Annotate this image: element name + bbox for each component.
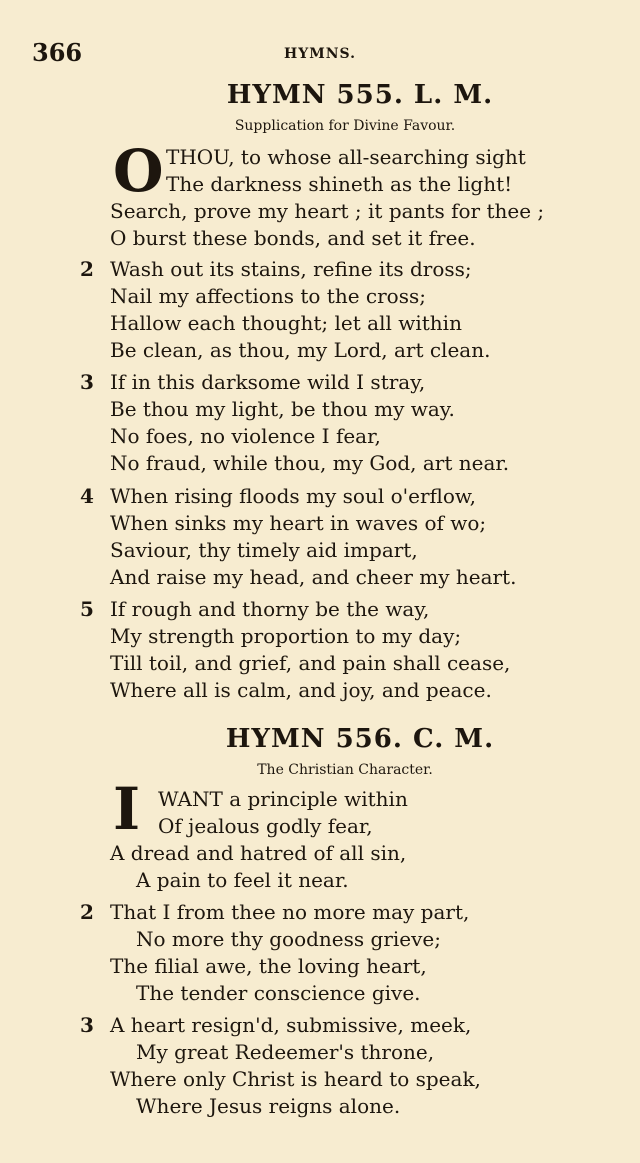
hymn-556-s1-line-2: Of jealous godly fear, <box>158 814 373 838</box>
hymn-556-s3-line-2: My great Redeemer's throne, <box>136 1040 435 1064</box>
hymn-556-s2-line-1: That I from thee no more may part, <box>110 900 470 924</box>
hymn-555-s1-line-4: O burst these bonds, and set it free. <box>110 226 476 250</box>
hymn-555-subtitle: Supplication for Divine Favour. <box>234 118 456 134</box>
hymn-555-stanza-number: 5 <box>80 597 94 621</box>
hymn-556-s1-line-3: A dread and hatred of all sin, <box>110 841 407 865</box>
hymn-556-s3-line-3: Where only Christ is heard to speak, <box>110 1067 481 1091</box>
hymn-555-s5-line-3: Till toil, and grief, and pain shall cease, <box>110 651 511 675</box>
hymn-555-s4-line-1: When rising floods my soul o'erflow, <box>110 484 476 508</box>
hymn-555-s2-line-1: Wash out its stains, refine its dross; <box>110 257 472 281</box>
page-number: 366 <box>32 38 83 67</box>
hymn-556-s1-line-4: A pain to feel it near. <box>136 868 349 892</box>
hymn-555-s2-line-3: Hallow each thought; let all within <box>110 311 462 335</box>
hymn-556-stanza-number: 3 <box>80 1013 94 1037</box>
hymn-555-title: HYMN 555. L. M. <box>226 80 494 110</box>
hymn-555-stanza-number: 3 <box>80 370 94 394</box>
hymn-556-subtitle: The Christian Character. <box>257 762 433 778</box>
hymn-555-s1-line-3: Search, prove my heart ; it pants for thee ; <box>110 199 545 223</box>
hymn-555-s2-line-4: Be clean, as thou, my Lord, art clean. <box>110 338 491 362</box>
hymn-556-stanza-number: 2 <box>80 900 94 924</box>
hymn-555-s4-line-2: When sinks my heart in waves of wo; <box>110 511 487 535</box>
hymn-555-dropcap: O <box>113 137 164 205</box>
running-head <box>0 38 640 68</box>
hymn-556-s3-line-1: A heart resign'd, submissive, meek, <box>110 1013 472 1037</box>
hymn-556-s2-line-3: The filial awe, the loving heart, <box>110 954 427 978</box>
hymn-556-title: HYMN 556. C. M. <box>225 724 495 754</box>
hymn-555-s3-line-3: No foes, no violence I fear, <box>110 424 381 448</box>
hymn-555-stanza-number: 4 <box>80 484 94 508</box>
hymn-556-s2-line-4: The tender conscience give. <box>136 981 421 1005</box>
hymn-555-s5-line-4: Where all is calm, and joy, and peace. <box>110 678 492 702</box>
hymn-555-s3-line-4: No fraud, while thou, my God, art near. <box>110 451 510 475</box>
hymn-555-s5-line-2: My strength proportion to my day; <box>110 624 462 648</box>
hymn-556-s2-line-2: No more thy goodness grieve; <box>136 927 441 951</box>
hymn-555-stanza-number: 2 <box>80 257 94 281</box>
hymn-556-dropcap: I <box>113 775 141 843</box>
hymn-555-s3-line-2: Be thou my light, be thou my way. <box>110 397 455 421</box>
hymn-555-s4-line-3: Saviour, thy timely aid impart, <box>110 538 418 562</box>
running-title: HYMNS. <box>283 46 356 62</box>
hymn-555-s1-line-1: THOU, to whose all-searching sight <box>166 145 526 169</box>
hymn-555-s4-line-4: And raise my head, and cheer my heart. <box>110 565 517 589</box>
hymn-555-s2-line-2: Nail my affections to the cross; <box>110 284 426 308</box>
hymn-556-s1-line-1: WANT a principle within <box>158 787 408 811</box>
hymn-555-s3-line-1: If in this darksome wild I stray, <box>110 370 426 394</box>
hymn-555-s1-line-2: The darkness shineth as the light! <box>166 172 513 196</box>
hymn-555-s5-line-1: If rough and thorny be the way, <box>110 597 430 621</box>
hymn-556-s3-line-4: Where Jesus reigns alone. <box>136 1094 401 1118</box>
